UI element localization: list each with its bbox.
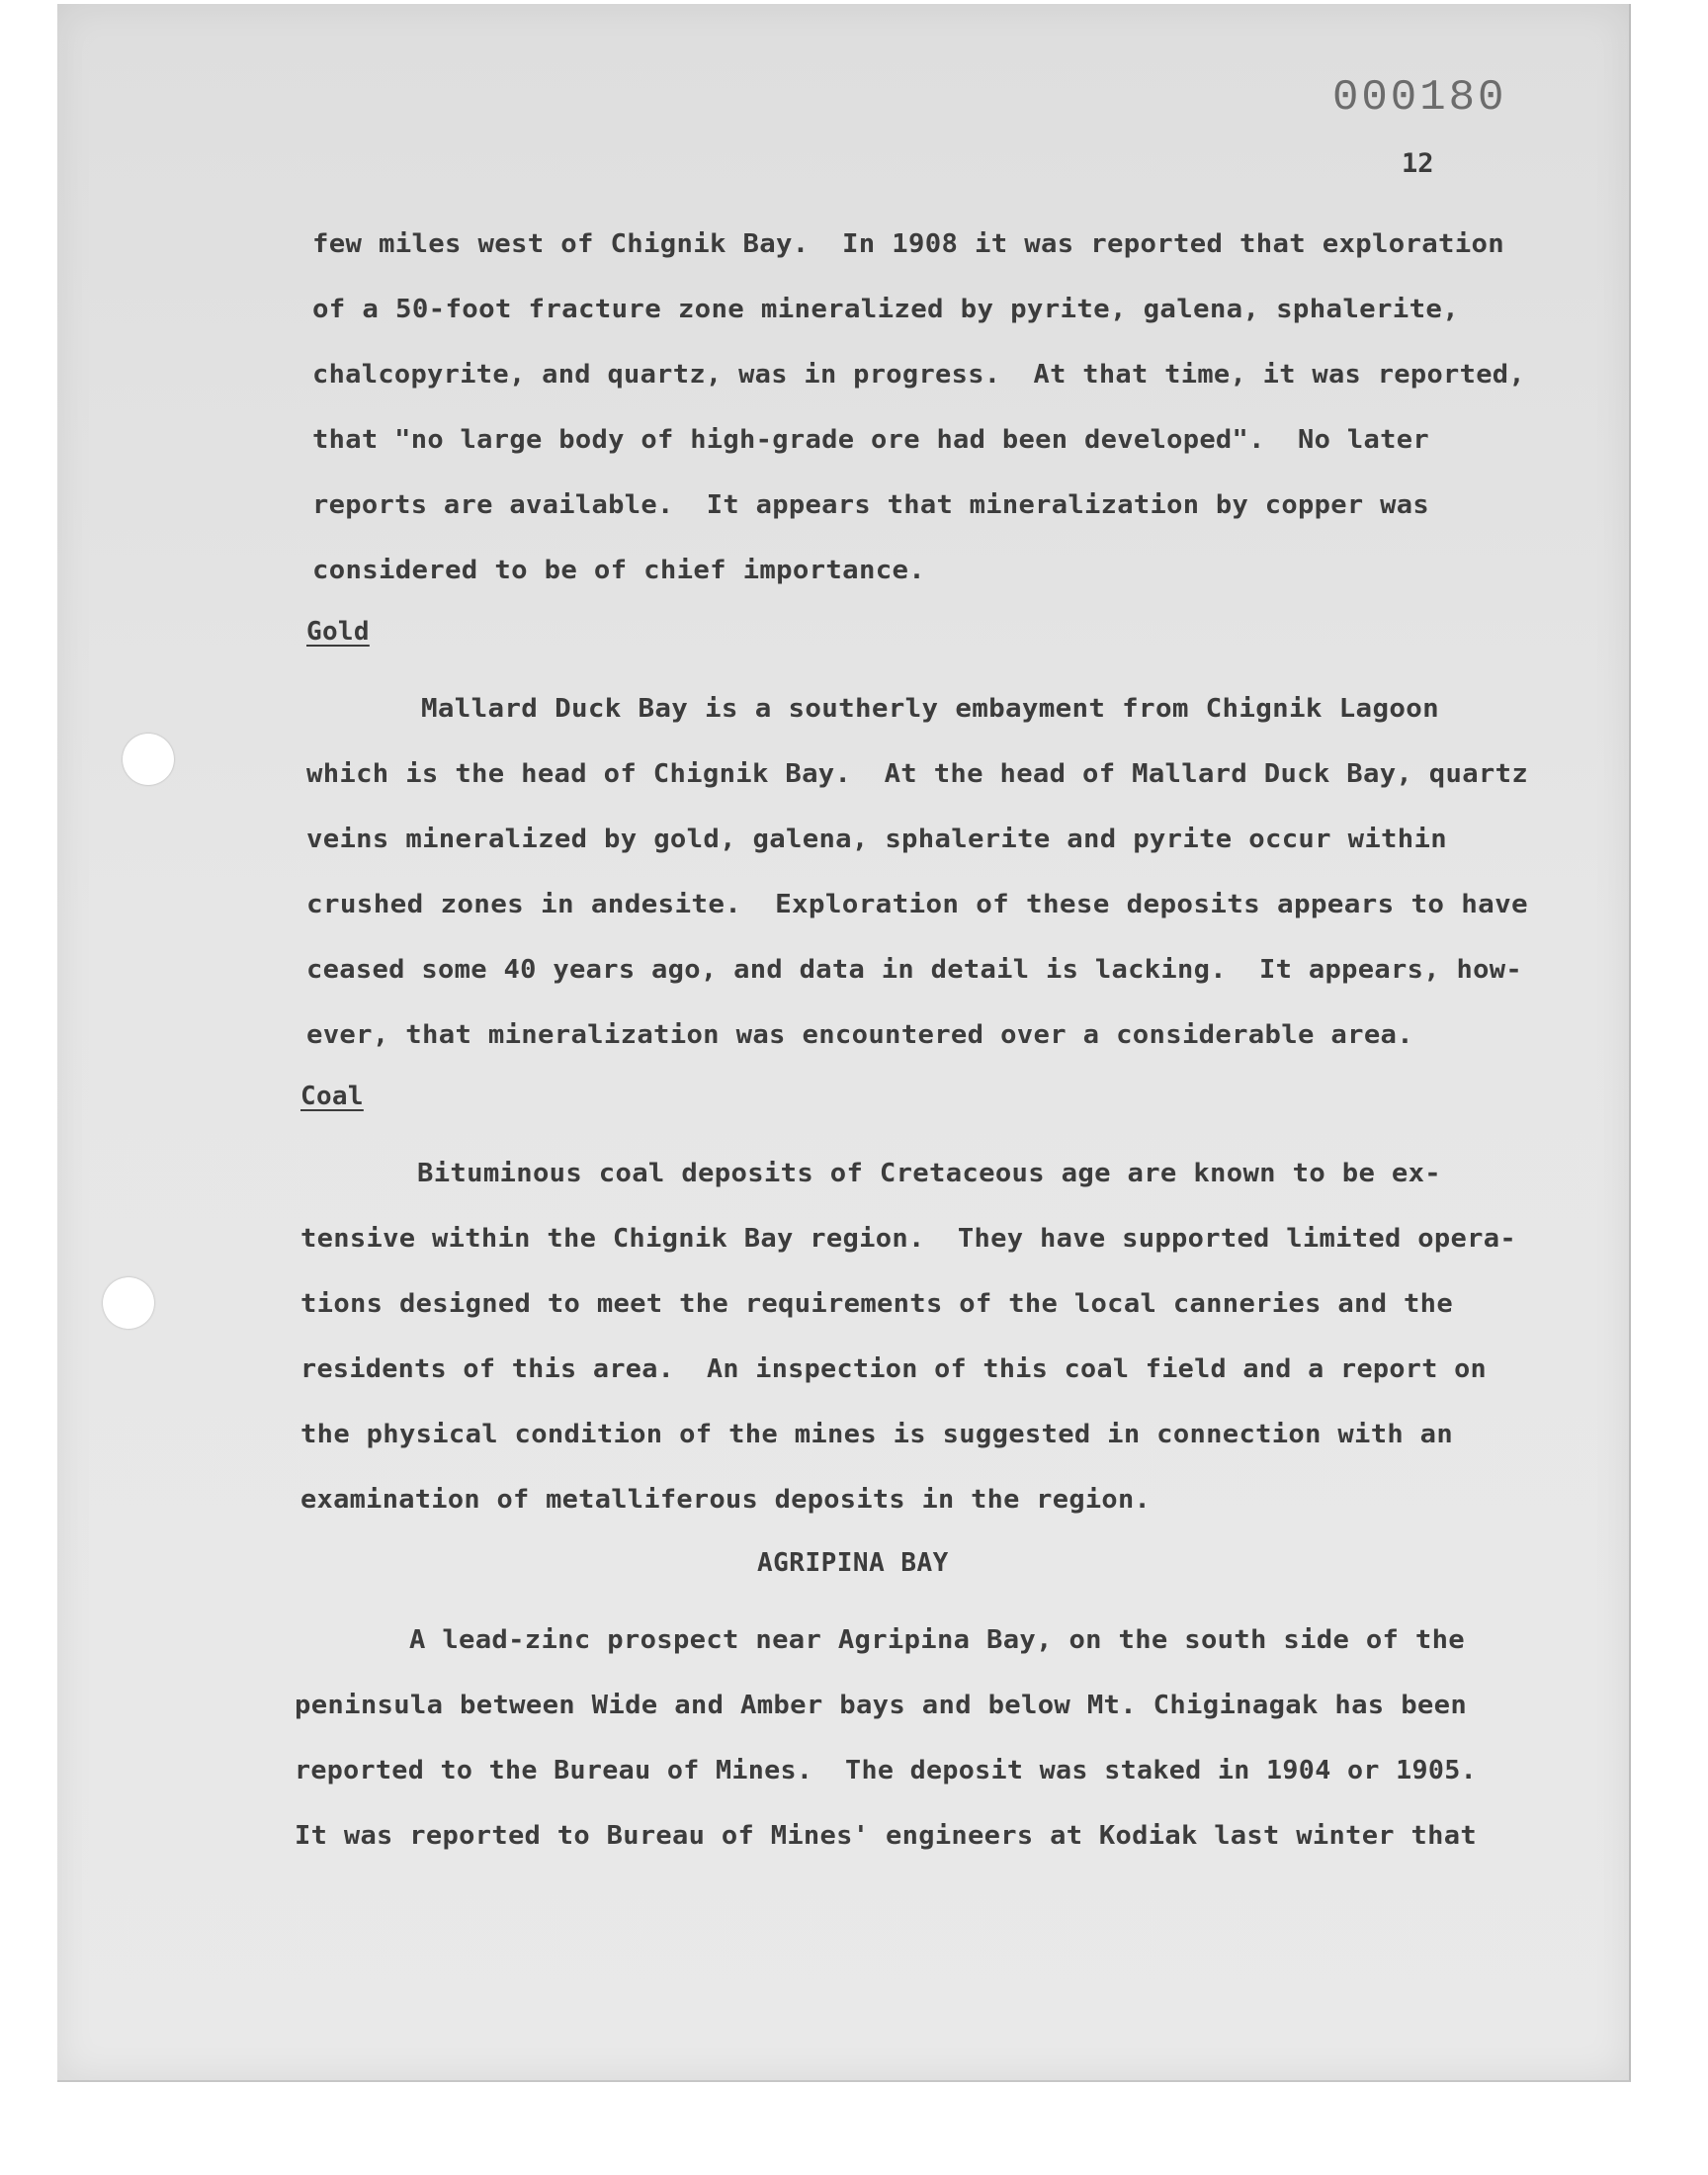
- paragraph-line: It was reported to Bureau of Mines' engineers at Kodiak last winter that: [295, 1821, 1477, 1851]
- paragraph-line: ceased some 40 years ago, and data in detail is lacking. It appears, how-: [306, 955, 1523, 985]
- paragraph-line: examination of metalliferous deposits in the region.: [300, 1485, 1152, 1515]
- paragraph-line: veins mineralized by gold, galena, sphalerite and pyrite occur within: [306, 825, 1447, 854]
- paragraph-line: that "no large body of high-grade ore had been developed". No later: [312, 425, 1429, 455]
- section-heading-gold: Gold: [306, 617, 370, 647]
- punch-hole: [103, 1277, 154, 1329]
- paragraph-line: peninsula between Wide and Amber bays and below Mt. Chiginagak has been: [295, 1691, 1468, 1720]
- punch-hole: [123, 734, 174, 785]
- paragraph-line: A lead-zinc prospect near Agripina Bay, on the south side of the: [409, 1625, 1465, 1655]
- paragraph-line: chalcopyrite, and quartz, was in progress. At that time, it was reported,: [312, 360, 1525, 390]
- bates-number: 000180: [1332, 73, 1507, 123]
- paragraph-line: of a 50-foot fracture zone mineralized by pyrite, galena, sphalerite,: [312, 295, 1460, 324]
- paragraph-line: crushed zones in andesite. Exploration of these deposits appears to have: [306, 890, 1528, 919]
- paragraph-line: few miles west of Chignik Bay. In 1908 it was reported that exploration: [312, 229, 1504, 259]
- paragraph-line: tions designed to meet the requirements of the local canneries and the: [300, 1289, 1453, 1319]
- paragraph-line: tensive within the Chignik Bay region. They have supported limited opera-: [300, 1224, 1517, 1254]
- paragraph-line: which is the head of Chignik Bay. At the head of Mallard Duck Bay, quartz: [306, 759, 1529, 789]
- section-heading-coal: Coal: [300, 1082, 364, 1111]
- page-number: 12: [1402, 148, 1434, 179]
- paragraph-line: considered to be of chief importance.: [312, 556, 925, 585]
- paragraph-line: reported to the Bureau of Mines. The deposit was staked in 1904 or 1905.: [295, 1756, 1478, 1785]
- section-title-agripina-bay: AGRIPINA BAY: [757, 1548, 949, 1578]
- paragraph-line: the physical condition of the mines is suggested in connection with an: [300, 1420, 1453, 1449]
- paragraph-line: residents of this area. An inspection of this coal field and a report on: [300, 1354, 1487, 1384]
- paragraph-line: Bituminous coal deposits of Cretaceous age are known to be ex-: [417, 1159, 1441, 1188]
- paragraph-line: reports are available. It appears that mineralization by copper was: [312, 490, 1429, 520]
- paragraph-line: Mallard Duck Bay is a southerly embayment from Chignik Lagoon: [421, 694, 1439, 724]
- paragraph-line: ever, that mineralization was encountered over a considerable area.: [306, 1020, 1413, 1050]
